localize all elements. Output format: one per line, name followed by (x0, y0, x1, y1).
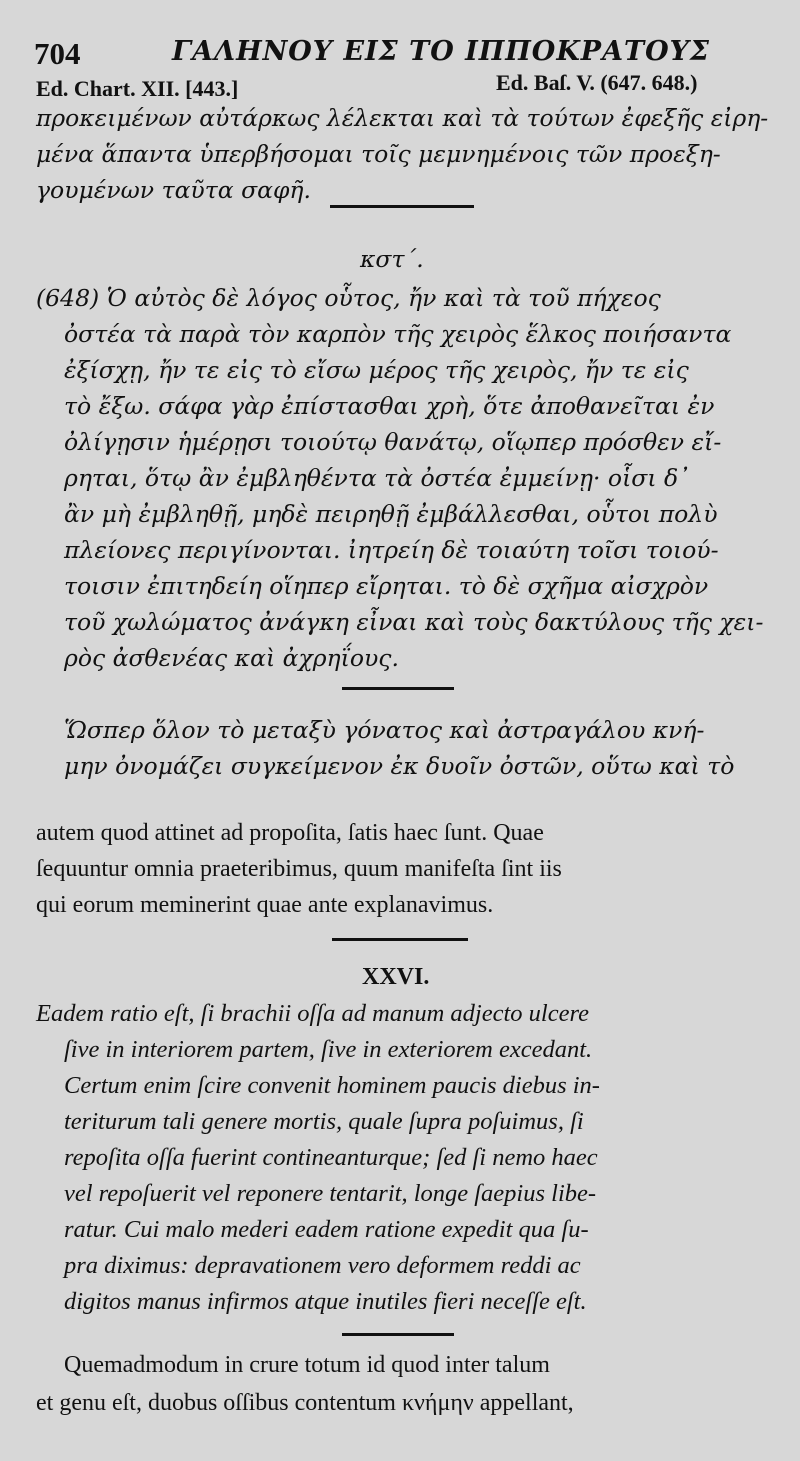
greek-line: τοισιν ἐπιτηδείη οἵηπερ εἴρηται. τὸ δὲ σχῆμα αἰσχρὸν (64, 572, 709, 600)
greek-line: (648) Ὁ αὐτὸς δὲ λόγος οὗτος, ἤν καὶ τὰ τοῦ πήχεος (36, 284, 661, 312)
latin-line: repoſita oſſa fuerint contineanturque; ſed ſi nemo haec (64, 1144, 598, 1171)
greek-line: μην ὀνομάζει συγκείμενον ἐκ δυοῖν ὀστῶν, οὕτω καὶ τὸ (64, 752, 735, 780)
greek-line: μένα ἅπαντα ὑπερβήσομαι τοῖς μεμνημένοις τῶν προεξη- (36, 140, 721, 168)
latin-line: et genu eſt, duobus oſſibus contentum κνήμην appellant, (36, 1390, 574, 1416)
greek-line: ἂν μὴ ἐμβληθῇ, μηδὲ πειρηθῇ ἐμβάλλεσθαι, οὗτοι πολὺ (64, 500, 718, 528)
page-number: 704 (34, 36, 81, 71)
section-divider-rule (342, 1333, 454, 1336)
latin-line: Eadem ratio eſt, ſi brachii oſſa ad manum adjecto ulcere (36, 1000, 589, 1027)
greek-line: τοῦ χωλώματος ἀνάγκη εἶναι καὶ τοὺς δακτύλους τῆς χει- (64, 608, 764, 636)
section-divider-rule (332, 938, 468, 941)
section-divider-rule (342, 687, 454, 690)
latin-line: ſequuntur omnia praeteribimus, quum manifeſta ſint iis (36, 856, 562, 882)
latin-line: Quemadmodum in crure totum id quod inter talum (64, 1352, 550, 1378)
latin-line: ſive in interiorem partem, ſive in exteriorem excedant. (64, 1036, 593, 1063)
greek-line: πλείονες περιγίνονται. ἰητρείη δὲ τοιαύτη τοῖσι τοιού- (64, 536, 719, 564)
edition-reference-right: Ed. Baſ. V. (647. 648.) (496, 70, 698, 95)
latin-line: ratur. Cui malo mederi eadem ratione expedit qua ſu- (64, 1216, 589, 1243)
greek-line: Ὥσπερ ὅλον τὸ μεταξὺ γόνατος καὶ ἀστραγάλου κνή- (64, 716, 705, 744)
greek-line: γουμένων ταῦτα σαφῆ. (36, 176, 311, 204)
greek-line: τὸ ἔξω. σάφα γὰρ ἐπίστασθαι χρὴ, ὅτε ἀποθανεῖται ἐν (64, 392, 715, 420)
greek-line: ἐξίσχῃ, ἤν τε εἰς τὸ εἴσω μέρος τῆς χειρὸς, ἤν τε εἰς (64, 356, 689, 384)
greek-line: ρὸς ἀσθενέας καὶ ἀχρηΐους. (64, 644, 399, 672)
greek-line: ὀστέα τὰ παρὰ τὸν καρπὸν τῆς χειρὸς ἕλκος ποιήσαντα (64, 320, 732, 348)
greek-line: προκειμένων αὐτάρκως λέλεκται καὶ τὰ τούτων ἐφεξῆς εἰρη- (36, 104, 769, 132)
latin-line: vel repoſuerit vel reponere tentarit, longe ſaepius libe- (64, 1180, 597, 1207)
section-divider-rule (330, 205, 474, 208)
greek-line: ρηται, ὅτῳ ἂν ἐμβληθέντα τὰ ὀστέα ἐμμείνῃ· οἷσι δ᾽ (64, 464, 690, 492)
latin-line: digitos manus infirmos atque inutiles fieri neceſſe eſt. (64, 1288, 587, 1315)
latin-line: Certum enim ſcire convenit hominem paucis diebus in- (64, 1072, 600, 1099)
latin-section-label: XXVI. (362, 964, 430, 990)
greek-section-label: κστ΄. (360, 245, 424, 273)
running-title: ΓΑΛΗΝΟΥ ΕΙΣ ΤΟ ΙΠΠΟΚΡΑΤΟΥΣ (172, 36, 711, 67)
edition-reference-left: Ed. Chart. XII. [443.] (36, 76, 239, 101)
latin-line: autem quod attinet ad propoſita, ſatis haec ſunt. Quae (36, 820, 544, 846)
greek-line: ὀλίγῃσιν ἡμέρῃσι τοιούτῳ θανάτῳ, οἵῳπερ πρόσθεν εἴ- (64, 428, 722, 456)
latin-line: qui eorum meminerint quae ante explanavimus. (36, 892, 494, 918)
latin-line: pra diximus: depravationem vero deformem reddi ac (64, 1252, 581, 1279)
latin-line: teriturum tali genere mortis, quale ſupra poſuimus, ſi (64, 1108, 584, 1135)
